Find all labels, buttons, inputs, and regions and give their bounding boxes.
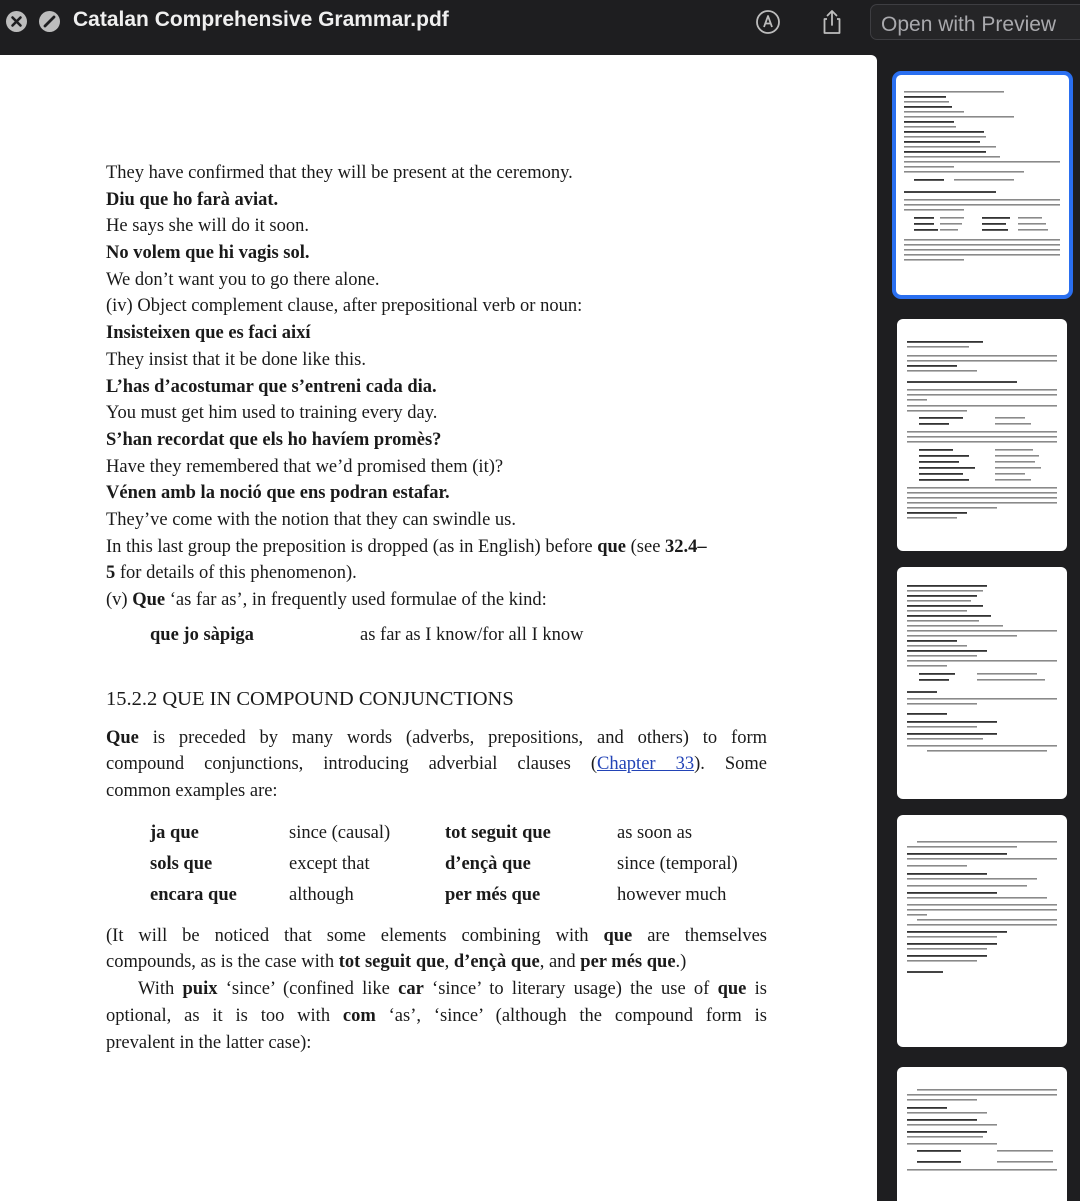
thumbnail-preview	[897, 319, 1067, 551]
conjunction-english: except that	[289, 853, 370, 874]
chapter-33-link[interactable]: Chapter 33	[597, 754, 695, 775]
pdf-page[interactable]	[0, 55, 877, 1201]
share-icon[interactable]	[818, 8, 846, 36]
thumbnail-preview	[897, 567, 1067, 799]
paragraph-line: 5 for details of this phenomenon).	[106, 563, 357, 584]
paragraph-line: common examples are:	[106, 781, 278, 802]
minimize-icon[interactable]	[39, 11, 60, 32]
example-catalan: Vénen amb la noció que ens podran estafar.	[106, 483, 450, 504]
page-thumbnail[interactable]	[897, 1067, 1067, 1201]
paragraph-line: With puix ‘since’ (confined like car ‘since’ to literary usage) the use of que is	[138, 979, 767, 1000]
conjunction-catalan: d’ençà que	[445, 853, 531, 874]
example-catalan: L’has d’acostumar que s’entreni cada dia.	[106, 376, 437, 397]
thumbnail-preview	[897, 1067, 1067, 1201]
formula-catalan: que jo sàpiga	[150, 624, 254, 645]
page-thumbnail-selected[interactable]	[892, 71, 1073, 299]
example-translation: They’ve come with the notion that they can swindle us.	[106, 509, 516, 530]
conjunction-english: since (causal)	[289, 822, 391, 843]
example-translation: Have they remembered that we’d promised them (it)?	[106, 456, 504, 477]
thumbnail-preview	[897, 815, 1067, 1047]
example-translation: We don’t want you to go there alone.	[106, 269, 380, 290]
section-heading: 15.2.2 QUE IN COMPOUND CONJUNCTIONS	[106, 687, 514, 710]
page-thumbnail[interactable]	[897, 815, 1067, 1047]
conjunction-catalan: per més que	[445, 884, 541, 905]
conjunction-english: since (temporal)	[617, 853, 738, 874]
close-icon[interactable]	[6, 11, 27, 32]
example-catalan: S’han recordat que els ho havíem promès?	[106, 429, 442, 450]
example-translation: You must get him used to training every day.	[106, 403, 438, 424]
page-text	[106, 160, 767, 1056]
conjunction-catalan: sols que	[150, 853, 213, 874]
example-translation: They have confirmed that they will be present at the ceremony.	[106, 163, 573, 183]
conjunction-catalan: ja que	[150, 822, 199, 843]
conjunction-english: although	[289, 884, 354, 905]
paragraph-line: compounds, as is the case with tot seguit que, d’ençà que, and per més que.)	[106, 952, 687, 973]
paragraph-line: optional, as it is too with com ‘as’, ‘since’ (although the compound form is	[106, 1005, 767, 1026]
example-translation: He says she will do it soon.	[106, 216, 309, 237]
subsection-label: (v) Que ‘as far as’, in frequently used formulae of the kind:	[106, 590, 547, 610]
example-translation: They insist that it be done like this.	[106, 349, 366, 370]
conjunction-english: however much	[617, 884, 727, 905]
paragraph-line: compound conjunctions, introducing adverbial clauses (Chapter 33). Some	[106, 754, 768, 775]
window-title: Catalan Comprehensive Grammar.pdf	[73, 8, 449, 31]
thumbnail-sidebar[interactable]	[887, 55, 1080, 1201]
conjunction-catalan: tot seguit que	[445, 822, 551, 843]
thumbnail-preview	[896, 75, 1069, 295]
paragraph-line: Que is preceded by many words (adverbs, prepositions, and others) to form	[106, 727, 767, 748]
example-catalan: No volem que hi vagis sol.	[106, 243, 310, 264]
title-bar	[0, 0, 1080, 44]
paragraph-line: prevalent in the latter case):	[106, 1032, 312, 1053]
formula-example	[106, 625, 767, 652]
open-with-preview-button[interactable]: Open with Preview	[870, 4, 1080, 40]
example-catalan: Insisteixen que es faci així	[106, 323, 311, 344]
subsection-label: (iv) Object complement clause, after prepositional verb or noun:	[106, 296, 583, 317]
paragraph-line: In this last group the preposition is dropped (as in English) before que (see 32.4–	[106, 536, 707, 557]
page-thumbnail[interactable]	[897, 319, 1067, 551]
conjunction-english: as soon as	[617, 822, 693, 843]
paragraph-line: (It will be noticed that some elements combining with que are themselves	[106, 925, 767, 946]
formula-english: as far as I know/for all I know	[360, 624, 584, 645]
markup-icon[interactable]	[754, 8, 782, 36]
conjunction-catalan: encara que	[150, 884, 237, 905]
example-catalan: Diu que ho farà aviat.	[106, 189, 279, 210]
page-thumbnail[interactable]	[897, 567, 1067, 799]
conjunction-table	[106, 819, 767, 911]
